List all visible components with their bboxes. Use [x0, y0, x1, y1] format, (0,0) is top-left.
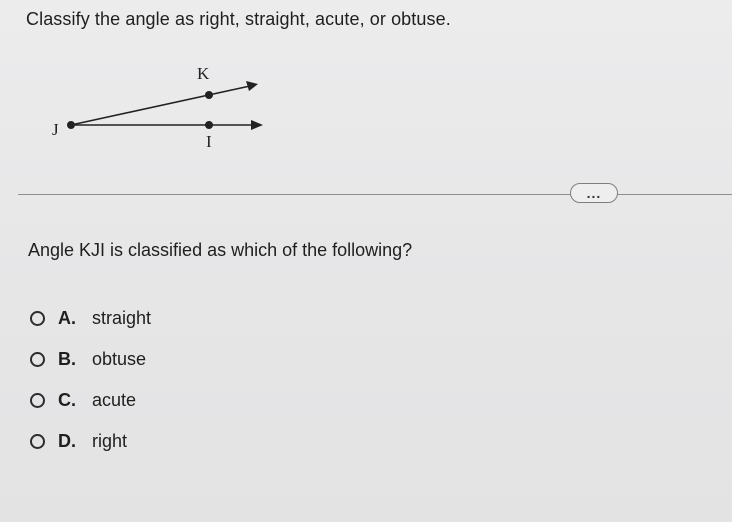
ray-jk — [71, 86, 250, 125]
sub-question: Angle KJI is classified as which of the following? — [28, 240, 413, 260]
angle-figure — [40, 58, 280, 158]
section-divider — [18, 194, 732, 195]
option-c[interactable] — [30, 380, 151, 421]
radio-button[interactable] — [30, 352, 45, 367]
option-letter: D. — [58, 431, 76, 451]
option-text: acute — [92, 390, 137, 410]
option-letter: B. — [58, 349, 76, 369]
option-letter: A. — [58, 308, 76, 328]
label-k: K — [197, 64, 210, 83]
more-options-button[interactable]: ... — [570, 183, 618, 203]
option-text: right — [92, 431, 128, 451]
ray-ji-arrowhead — [251, 120, 263, 130]
option-b[interactable] — [30, 339, 151, 380]
question-title: Classify the angle as right, straight, acute, or obtuse. — [26, 9, 451, 29]
point-j — [67, 121, 75, 129]
radio-button[interactable] — [30, 434, 45, 449]
radio-button[interactable] — [30, 393, 45, 408]
label-i: I — [206, 132, 212, 151]
label-j: J — [52, 120, 59, 139]
point-k — [205, 91, 213, 99]
ray-jk-arrowhead — [246, 81, 258, 91]
point-i — [205, 121, 213, 129]
option-text: obtuse — [92, 349, 147, 369]
option-d[interactable] — [30, 421, 151, 462]
answer-options — [30, 298, 151, 462]
option-text: straight — [92, 308, 152, 328]
option-letter: C. — [58, 390, 76, 410]
option-a[interactable] — [30, 298, 151, 339]
radio-button[interactable] — [30, 311, 45, 326]
